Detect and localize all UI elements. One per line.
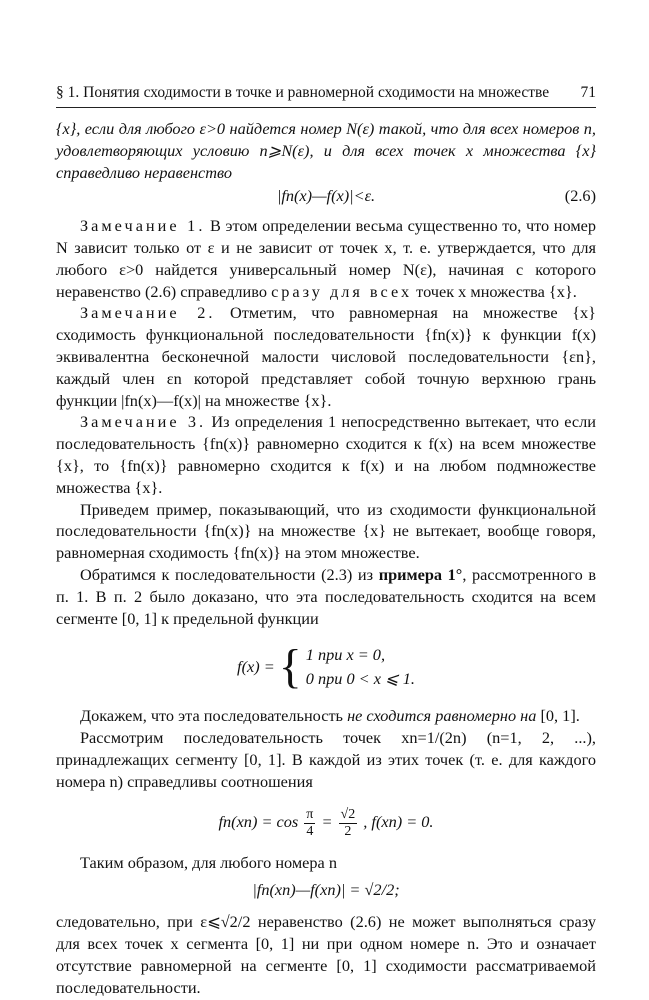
formula-values [56,807,596,840]
remark-2-text: Отметим, что равномерная на множестве {x} сходимость функциональной последовательности {fn(x)} к функции f(x) эквивалентна бесконечной малости числовой последовательности {εn}, каждый член εn которой представляет собой точную верхнюю грань функции |fn(x)—f(x)| на множестве {x}. [56,303,596,410]
cases [306,643,415,691]
formula-2-6-expr: |fn(x)—f(x)|<ε. [276,186,376,206]
remark-2-label: Замечание 2. [80,303,216,323]
header-title: § 1. Понятия сходимости в точке и равномерной сходимости на множестве [56,84,550,101]
fraction-pi-den: 4 [306,823,314,839]
remark-3-label: Замечание 3. [80,412,207,432]
case-1: 1 при x = 0, [305,645,386,665]
fraction-sqrt-num: √2 [340,806,356,822]
remark-2 [56,302,596,411]
paragraph-prove-c: [0, 1]. [536,706,580,726]
formula-values-lhs: fn(xn) = cos [218,811,299,831]
formula-values-eq: = [321,811,337,831]
running-header [56,82,596,108]
definition-continuation: {x}, если для любого ε>0 найдется номер N(ε) такой, что для всех номеров n, удовлетворяющих условию n⩾N(ε), и для всех точек x множества {x} справедливо неравенство [56,119,596,182]
page-number: 71 [580,84,596,101]
paragraph-prove-a: Докажем, что эта последовательность [80,706,348,726]
fraction-sqrt-den: 2 [344,823,352,839]
formula-limit-function [56,640,596,694]
paragraph-sequence-a: Обратимся к последовательности (2.3) из [80,564,379,584]
page-body [56,118,596,998]
remark-1 [56,215,596,302]
formula-limit-lhs: f(x) = [237,657,275,677]
fraction-sqrt2-2 [339,807,358,840]
paragraph-example: Приведем пример, показывающий, что из сходимости функциональной последовательности {fn(x)} на множестве {x} не вытекает, вообще говоря, равномерная сходимость {fn(x)} на этом множестве. [56,499,596,563]
paragraph-sequence-c: , рассмотренного в п. 1. В п. 2 было доказано, что эта последовательность сходится на всем сегменте [0, 1] к предельной функции [56,564,597,628]
paragraph-prove-b: не сходится равномерно на [347,706,537,726]
formula-2-6 [56,185,596,207]
case-2: 0 при 0 < x ⩽ 1. [305,669,415,689]
paragraph-thus: Таким образом, для любого номера n [80,852,337,872]
paragraph-points: Рассмотрим последовательность точек xn=1/(2n) (n=1, 2, ...), принадлежащих сегменту [0, 1]. В каждой из этих точек (т. е. для каждого номера n) справедливы соотношения [56,728,596,791]
remark-1-tail: точек x множества {x}. [412,281,577,301]
remark-1-label: Замечание 1. [80,216,206,236]
formula-difference: |fn(xn)—f(xn)| = √2/2; [252,880,400,900]
left-brace: { [278,640,302,694]
paragraph-prove [56,705,596,727]
fraction-pi-4 [304,807,315,840]
paragraph-conclusion: следовательно, при ε⩽√2/2 неравенство (2.6) не может выполняться сразу для всех точек x сегмента [0, 1] ни при одном номере n. Это и означает отсутствие равномерной на сегменте [0, 1] сходимости рассматриваемой последовательности. [56,912,596,997]
paragraph-sequence [56,564,596,629]
remark-1-text: В этом определении весьма существенно то, что номер N зависит только от ε и не зависит от точек x, т. е. утверждается, что для любого ε>0 найдется универсальный номер N(ε), начиная с которого неравенство (2.6) справедливо [56,216,596,301]
fraction-pi-num: π [306,806,314,822]
remark-1-spaced: сразу для всех [271,281,413,301]
formula-values-rhs: , f(xn) = 0. [363,811,434,831]
paragraph-sequence-b: примера 1° [378,564,463,584]
equation-number: (2.6) [564,186,596,206]
remark-3-text: Из определения 1 непосредственно вытекает, что если последовательность {fn(x)} равномерно сходится к f(x) на всем множестве {x}, то {fn(x)} равномерно сходится к f(x) и на любом подмножестве множества {x}. [56,412,596,497]
remark-3 [56,411,596,498]
